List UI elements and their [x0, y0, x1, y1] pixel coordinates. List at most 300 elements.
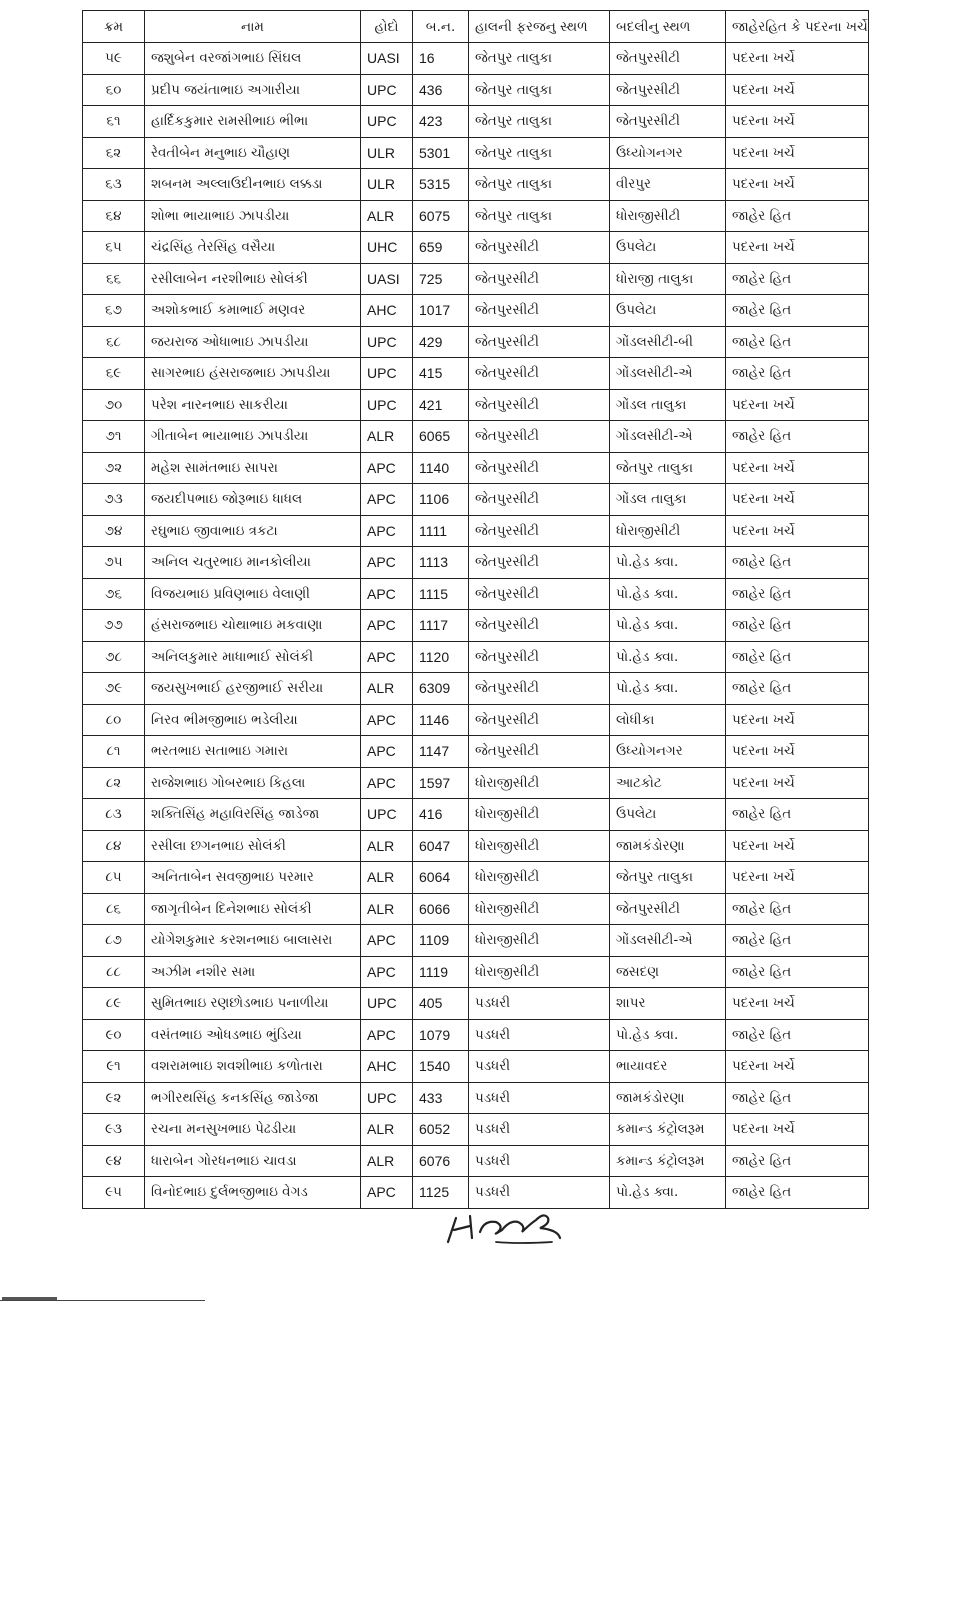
- cell-transfer-type: જાહેર હિત: [726, 1177, 869, 1209]
- cell-current-posting: જેતપુરસીટી: [469, 232, 610, 264]
- cell-serial-no: ૬૬: [83, 263, 145, 295]
- scan-edge-mark: [2, 1297, 57, 1300]
- cell-buckle-no: 1111: [413, 515, 469, 547]
- cell-name: શબનમ અલ્લાઉદીનભાઇ લક્કડા: [145, 169, 361, 201]
- table-row: [83, 326, 869, 358]
- cell-serial-no: ૭૬: [83, 578, 145, 610]
- cell-transfer-posting: વીરપુર: [610, 169, 726, 201]
- cell-serial-no: ૭૮: [83, 641, 145, 673]
- cell-current-posting: પડધરી: [469, 1177, 610, 1209]
- cell-transfer-type: જાહેર હિત: [726, 1082, 869, 1114]
- transfer-list-document: [82, 10, 868, 1209]
- cell-buckle-no: 405: [413, 988, 469, 1020]
- table-row: [83, 74, 869, 106]
- table-row: [83, 799, 869, 831]
- cell-serial-no: ૮૭: [83, 925, 145, 957]
- cell-designation: UPC: [361, 389, 413, 421]
- cell-transfer-posting: જેતપુરસીટી: [610, 74, 726, 106]
- cell-name: સુમિતભાઇ રણછોડભાઇ પનાળીયા: [145, 988, 361, 1020]
- cell-buckle-no: 1146: [413, 704, 469, 736]
- cell-name: રસીલાબેન નરશીભાઇ સોલંકી: [145, 263, 361, 295]
- header-transfer-type: જાહેરહિત કે પદરના ખર્ચે: [726, 11, 869, 43]
- cell-designation: APC: [361, 452, 413, 484]
- cell-transfer-type: પદરના ખર્ચે: [726, 169, 869, 201]
- cell-buckle-no: 1106: [413, 484, 469, 516]
- cell-transfer-posting: જેતપુર તાલુકા: [610, 452, 726, 484]
- cell-current-posting: ધોરાજીસીટી: [469, 893, 610, 925]
- table-row: [83, 43, 869, 75]
- table-row: [83, 862, 869, 894]
- cell-current-posting: જેતપુરસીટી: [469, 326, 610, 358]
- cell-serial-no: ૯૨: [83, 1082, 145, 1114]
- cell-transfer-posting: ઉધ્યોગનગર: [610, 736, 726, 768]
- table-header-row: [83, 11, 869, 43]
- cell-buckle-no: 6075: [413, 200, 469, 232]
- cell-transfer-posting: ઉપલેટા: [610, 232, 726, 264]
- cell-designation: UPC: [361, 106, 413, 138]
- cell-transfer-posting: શાપર: [610, 988, 726, 1020]
- cell-transfer-posting: ગોંડલ તાલુકા: [610, 484, 726, 516]
- cell-buckle-no: 1079: [413, 1019, 469, 1051]
- cell-designation: ULR: [361, 169, 413, 201]
- cell-name: જયસુખભાઈ હરજીભાઈ સરીયા: [145, 673, 361, 705]
- cell-designation: ALR: [361, 893, 413, 925]
- cell-serial-no: ૭૦: [83, 389, 145, 421]
- cell-transfer-posting: પો.હેડ ક્વા.: [610, 641, 726, 673]
- cell-transfer-posting: પો.હેડ ક્વા.: [610, 673, 726, 705]
- cell-buckle-no: 1109: [413, 925, 469, 957]
- cell-buckle-no: 1140: [413, 452, 469, 484]
- cell-transfer-type: પદરના ખર્ચે: [726, 862, 869, 894]
- table-row: [83, 137, 869, 169]
- table-row: [83, 578, 869, 610]
- cell-transfer-posting: જેતપુરસીટી: [610, 43, 726, 75]
- cell-current-posting: જેતપુર તાલુકા: [469, 43, 610, 75]
- cell-current-posting: જેતપુરસીટી: [469, 547, 610, 579]
- cell-buckle-no: 433: [413, 1082, 469, 1114]
- cell-designation: UASI: [361, 263, 413, 295]
- cell-current-posting: જેતપુરસીટી: [469, 673, 610, 705]
- table-row: [83, 767, 869, 799]
- table-row: [83, 295, 869, 327]
- cell-serial-no: ૬૫: [83, 232, 145, 264]
- cell-serial-no: ૬૭: [83, 295, 145, 327]
- cell-designation: UPC: [361, 799, 413, 831]
- table-row: [83, 1082, 869, 1114]
- cell-current-posting: ધોરાજીસીટી: [469, 830, 610, 862]
- cell-designation: UPC: [361, 988, 413, 1020]
- cell-transfer-type: પદરના ખર્ચે: [726, 74, 869, 106]
- cell-designation: ALR: [361, 830, 413, 862]
- cell-buckle-no: 6076: [413, 1145, 469, 1177]
- cell-designation: ALR: [361, 200, 413, 232]
- cell-serial-no: ૬૦: [83, 74, 145, 106]
- cell-buckle-no: 416: [413, 799, 469, 831]
- table-row: [83, 673, 869, 705]
- header-designation: હોદો: [361, 11, 413, 43]
- cell-designation: UPC: [361, 1082, 413, 1114]
- table-row: [83, 358, 869, 390]
- cell-transfer-posting: પો.હેડ ક્વા.: [610, 547, 726, 579]
- cell-transfer-type: પદરના ખર્ચે: [726, 232, 869, 264]
- cell-transfer-posting: પો.હેડ ક્વા.: [610, 578, 726, 610]
- header-serial-no: ક્રમ: [83, 11, 145, 43]
- cell-designation: AHC: [361, 295, 413, 327]
- cell-transfer-posting: ધોરાજીસીટી: [610, 200, 726, 232]
- cell-serial-no: ૮૧: [83, 736, 145, 768]
- table-row: [83, 610, 869, 642]
- table-row: [83, 988, 869, 1020]
- table-row: [83, 421, 869, 453]
- header-name: નામ: [145, 11, 361, 43]
- table-row: [83, 641, 869, 673]
- cell-name: અનિતાબેન સવજીભાઇ પરમાર: [145, 862, 361, 894]
- cell-designation: ALR: [361, 673, 413, 705]
- cell-designation: APC: [361, 1019, 413, 1051]
- cell-serial-no: ૬૮: [83, 326, 145, 358]
- cell-buckle-no: 415: [413, 358, 469, 390]
- cell-transfer-type: જાહેર હિત: [726, 295, 869, 327]
- cell-name: રચના મનસુખભાઇ પેઢડીયા: [145, 1114, 361, 1146]
- cell-transfer-type: પદરના ખર્ચે: [726, 137, 869, 169]
- cell-transfer-type: જાહેર હિત: [726, 925, 869, 957]
- table-row: [83, 1019, 869, 1051]
- cell-current-posting: જેતપુરસીટી: [469, 389, 610, 421]
- header-buckle-no: બ.ન.: [413, 11, 469, 43]
- table-row: [83, 830, 869, 862]
- cell-buckle-no: 6066: [413, 893, 469, 925]
- cell-transfer-type: પદરના ખર્ચે: [726, 1051, 869, 1083]
- cell-transfer-posting: કમાન્ડ કંટ્રોલરૂમ: [610, 1145, 726, 1177]
- cell-serial-no: ૮૮: [83, 956, 145, 988]
- cell-name: વસંતભાઇ ઓધડભાઇ ભુંડિયા: [145, 1019, 361, 1051]
- cell-current-posting: જેતપુરસીટી: [469, 452, 610, 484]
- cell-designation: APC: [361, 547, 413, 579]
- cell-name: શક્તિસિંહ મહાવિરસિંહ જાડેજા: [145, 799, 361, 831]
- cell-serial-no: ૮૦: [83, 704, 145, 736]
- cell-transfer-posting: કમાન્ડ કંટ્રોલરૂમ: [610, 1114, 726, 1146]
- cell-buckle-no: 6065: [413, 421, 469, 453]
- table-row: [83, 547, 869, 579]
- cell-designation: APC: [361, 736, 413, 768]
- cell-designation: ULR: [361, 137, 413, 169]
- cell-serial-no: ૭૧: [83, 421, 145, 453]
- cell-buckle-no: 6309: [413, 673, 469, 705]
- cell-serial-no: ૭૭: [83, 610, 145, 642]
- cell-current-posting: જેતપુરસીટી: [469, 358, 610, 390]
- cell-designation: ALR: [361, 862, 413, 894]
- cell-serial-no: ૯૪: [83, 1145, 145, 1177]
- cell-buckle-no: 5301: [413, 137, 469, 169]
- cell-current-posting: જેતપુરસીટી: [469, 641, 610, 673]
- cell-transfer-posting: જામકંડોરણા: [610, 1082, 726, 1114]
- cell-current-posting: પડધરી: [469, 1145, 610, 1177]
- cell-serial-no: ૮૩: [83, 799, 145, 831]
- cell-name: જાગૃતીબેન દિનેશભાઇ સોલંકી: [145, 893, 361, 925]
- cell-buckle-no: 659: [413, 232, 469, 264]
- cell-transfer-posting: ગોંડલસીટી-એ: [610, 358, 726, 390]
- cell-name: પરેશ નારનભાઇ સાકરીયા: [145, 389, 361, 421]
- cell-designation: APC: [361, 484, 413, 516]
- table-row: [83, 736, 869, 768]
- table-row: [83, 389, 869, 421]
- cell-current-posting: જેતપુરસીટી: [469, 263, 610, 295]
- cell-designation: AHC: [361, 1051, 413, 1083]
- cell-transfer-type: જાહેર હિત: [726, 1145, 869, 1177]
- cell-name: ધારાબેન ગોરધનભાઇ ચાવડા: [145, 1145, 361, 1177]
- cell-current-posting: જેતપુરસીટી: [469, 704, 610, 736]
- cell-buckle-no: 429: [413, 326, 469, 358]
- cell-transfer-type: જાહેર હિત: [726, 1019, 869, 1051]
- cell-buckle-no: 6047: [413, 830, 469, 862]
- cell-name: રાજેશભાઇ ગોબરભાઇ કિહલા: [145, 767, 361, 799]
- cell-name: યોગેશકુમાર કરશનભાઇ બાલાસરા: [145, 925, 361, 957]
- cell-buckle-no: 16: [413, 43, 469, 75]
- cell-transfer-posting: ભાયાવદર: [610, 1051, 726, 1083]
- cell-name: રઘુભાઇ જીવાભાઇ ત્રકટા: [145, 515, 361, 547]
- cell-transfer-posting: પો.હેડ ક્વા.: [610, 1019, 726, 1051]
- cell-buckle-no: 6052: [413, 1114, 469, 1146]
- cell-transfer-type: જાહેર હિત: [726, 610, 869, 642]
- cell-buckle-no: 1540: [413, 1051, 469, 1083]
- cell-transfer-type: પદરના ખર્ચે: [726, 1114, 869, 1146]
- cell-transfer-type: જાહેર હિત: [726, 421, 869, 453]
- cell-buckle-no: 1119: [413, 956, 469, 988]
- header-current-posting: હાલની ફરજનુ સ્થળ: [469, 11, 610, 43]
- table-row: [83, 893, 869, 925]
- cell-current-posting: જેતપુરસીટી: [469, 578, 610, 610]
- table-row: [83, 484, 869, 516]
- cell-transfer-type: પદરના ખર્ચે: [726, 767, 869, 799]
- cell-buckle-no: 1115: [413, 578, 469, 610]
- cell-name: સાગરભાઇ હંસરાજભાઇ ઝાપડીયા: [145, 358, 361, 390]
- table-row: [83, 1114, 869, 1146]
- cell-serial-no: ૭૨: [83, 452, 145, 484]
- cell-transfer-type: જાહેર હિત: [726, 956, 869, 988]
- cell-current-posting: પડધરી: [469, 1051, 610, 1083]
- cell-transfer-posting: ગોંડલસીટી-બી: [610, 326, 726, 358]
- cell-buckle-no: 1117: [413, 610, 469, 642]
- cell-designation: APC: [361, 704, 413, 736]
- cell-current-posting: જેતપુર તાલુકા: [469, 106, 610, 138]
- cell-transfer-posting: ગોંડલ તાલુકા: [610, 389, 726, 421]
- cell-transfer-type: જાહેર હિત: [726, 893, 869, 925]
- cell-transfer-type: પદરના ખર્ચે: [726, 988, 869, 1020]
- cell-transfer-type: જાહેર હિત: [726, 358, 869, 390]
- cell-transfer-posting: પો.હેડ ક્વા.: [610, 610, 726, 642]
- cell-serial-no: ૯૩: [83, 1114, 145, 1146]
- cell-current-posting: જેતપુર તાલુકા: [469, 169, 610, 201]
- cell-current-posting: પડધરી: [469, 1019, 610, 1051]
- table-row: [83, 925, 869, 957]
- header-transfer-posting: બદલીનુ સ્થળ: [610, 11, 726, 43]
- cell-serial-no: ૯૦: [83, 1019, 145, 1051]
- cell-current-posting: પડધરી: [469, 988, 610, 1020]
- cell-buckle-no: 1120: [413, 641, 469, 673]
- cell-transfer-posting: આટકોટ: [610, 767, 726, 799]
- cell-transfer-type: પદરના ખર્ચે: [726, 830, 869, 862]
- cell-serial-no: ૭૫: [83, 547, 145, 579]
- cell-designation: ALR: [361, 421, 413, 453]
- cell-name: ભગીરથસિંહ કનકસિંહ જાડેજા: [145, 1082, 361, 1114]
- transfer-table: [82, 10, 869, 1209]
- cell-transfer-posting: જેતપુરસીટી: [610, 106, 726, 138]
- cell-current-posting: જેતપુર તાલુકા: [469, 74, 610, 106]
- cell-serial-no: ૭૯: [83, 673, 145, 705]
- cell-name: અનિલ ચતુરભાઇ માનકોલીયા: [145, 547, 361, 579]
- cell-transfer-type: પદરના ખર્ચે: [726, 704, 869, 736]
- cell-designation: APC: [361, 610, 413, 642]
- cell-buckle-no: 1147: [413, 736, 469, 768]
- table-row: [83, 1051, 869, 1083]
- cell-designation: APC: [361, 641, 413, 673]
- cell-designation: UPC: [361, 74, 413, 106]
- cell-transfer-posting: ઉપલેટા: [610, 799, 726, 831]
- cell-serial-no: ૮૪: [83, 830, 145, 862]
- cell-serial-no: ૮૨: [83, 767, 145, 799]
- table-row: [83, 515, 869, 547]
- cell-transfer-posting: ધોરાજી તાલુકા: [610, 263, 726, 295]
- table-row: [83, 452, 869, 484]
- cell-serial-no: ૬૨: [83, 137, 145, 169]
- cell-transfer-type: પદરના ખર્ચે: [726, 106, 869, 138]
- cell-current-posting: પડધરી: [469, 1082, 610, 1114]
- cell-buckle-no: 725: [413, 263, 469, 295]
- cell-name: ગીતાબેન ભાયાભાઇ ઝાપડીયા: [145, 421, 361, 453]
- table-row: [83, 956, 869, 988]
- cell-transfer-type: જાહેર હિત: [726, 673, 869, 705]
- cell-name: ભરતભાઇ સતાભાઇ ગમારા: [145, 736, 361, 768]
- cell-serial-no: ૬૧: [83, 106, 145, 138]
- cell-transfer-type: જાહેર હિત: [726, 547, 869, 579]
- cell-serial-no: ૬૯: [83, 358, 145, 390]
- cell-designation: APC: [361, 956, 413, 988]
- cell-serial-no: ૯૫: [83, 1177, 145, 1209]
- cell-transfer-posting: ધોરાજીસીટી: [610, 515, 726, 547]
- signature-image: [440, 1198, 570, 1248]
- cell-transfer-posting: ગોંડલસીટી-એ: [610, 925, 726, 957]
- cell-current-posting: ધોરાજીસીટી: [469, 767, 610, 799]
- cell-name: મહેશ સામંતભાઇ સાપરા: [145, 452, 361, 484]
- cell-name: વશરામભાઇ શવશીભાઇ કળોતારા: [145, 1051, 361, 1083]
- cell-transfer-type: પદરના ખર્ચે: [726, 484, 869, 516]
- cell-name: જશુબેન વરજાંગભાઇ સિંઘલ: [145, 43, 361, 75]
- cell-transfer-type: જાહેર હિત: [726, 578, 869, 610]
- cell-serial-no: ૮૯: [83, 988, 145, 1020]
- cell-designation: APC: [361, 925, 413, 957]
- cell-buckle-no: 1597: [413, 767, 469, 799]
- cell-transfer-posting: લોધીકા: [610, 704, 726, 736]
- cell-current-posting: ધોરાજીસીટી: [469, 925, 610, 957]
- cell-name: પ્રદીપ જયંતાભાઇ અગારીયા: [145, 74, 361, 106]
- cell-current-posting: જેતપુરસીટી: [469, 610, 610, 642]
- cell-designation: UPC: [361, 358, 413, 390]
- cell-transfer-type: જાહેર હિત: [726, 799, 869, 831]
- cell-transfer-posting: પો.હેડ ક્વા.: [610, 1177, 726, 1209]
- cell-transfer-posting: ગોંડલસીટી-એ: [610, 421, 726, 453]
- table-row: [83, 704, 869, 736]
- cell-current-posting: જેતપુરસીટી: [469, 295, 610, 327]
- cell-serial-no: ૫૯: [83, 43, 145, 75]
- cell-designation: APC: [361, 767, 413, 799]
- cell-name: અઝીમ નશીર સમા: [145, 956, 361, 988]
- cell-name: વિનોદભાઇ દુર્લભજીભાઇ વેગડ: [145, 1177, 361, 1209]
- cell-serial-no: ૭૩: [83, 484, 145, 516]
- cell-serial-no: ૬૩: [83, 169, 145, 201]
- cell-current-posting: જેતપુર તાલુકા: [469, 200, 610, 232]
- cell-name: જયદીપભાઇ જોરૂભાઇ ધાધલ: [145, 484, 361, 516]
- table-row: [83, 263, 869, 295]
- cell-name: રસીલા છગનભાઇ સોલંકી: [145, 830, 361, 862]
- cell-current-posting: જેતપુરસીટી: [469, 736, 610, 768]
- cell-current-posting: ધોરાજીસીટી: [469, 862, 610, 894]
- cell-serial-no: ૯૧: [83, 1051, 145, 1083]
- cell-buckle-no: 421: [413, 389, 469, 421]
- cell-name: અનિલકુમાર માધાભાઈ સોલંકી: [145, 641, 361, 673]
- cell-transfer-type: જાહેર હિત: [726, 200, 869, 232]
- cell-transfer-type: પદરના ખર્ચે: [726, 736, 869, 768]
- cell-transfer-type: પદરના ખર્ચે: [726, 43, 869, 75]
- cell-transfer-type: જાહેર હિત: [726, 326, 869, 358]
- cell-buckle-no: 5315: [413, 169, 469, 201]
- cell-name: અશોકભાઈ કમાભાઈ મણવર: [145, 295, 361, 327]
- cell-current-posting: જેતપુરસીટી: [469, 515, 610, 547]
- cell-current-posting: જેતપુર તાલુકા: [469, 137, 610, 169]
- cell-buckle-no: 6064: [413, 862, 469, 894]
- cell-designation: APC: [361, 515, 413, 547]
- cell-buckle-no: 436: [413, 74, 469, 106]
- cell-serial-no: ૮૬: [83, 893, 145, 925]
- cell-buckle-no: 1125: [413, 1177, 469, 1209]
- cell-transfer-type: પદરના ખર્ચે: [726, 389, 869, 421]
- cell-name: શોભા ભાયાભાઇ ઝાપડીયા: [145, 200, 361, 232]
- table-row: [83, 169, 869, 201]
- cell-designation: UHC: [361, 232, 413, 264]
- table-row: [83, 232, 869, 264]
- cell-buckle-no: 1113: [413, 547, 469, 579]
- cell-current-posting: ધોરાજીસીટી: [469, 956, 610, 988]
- cell-transfer-posting: ઉપલેટા: [610, 295, 726, 327]
- cell-transfer-posting: જેતપુર તાલુકા: [610, 862, 726, 894]
- cell-current-posting: પડધરી: [469, 1114, 610, 1146]
- cell-name: જયરાજ ઓધાભાઇ ઝાપડીયા: [145, 326, 361, 358]
- scan-edge-rule: [0, 1300, 205, 1301]
- cell-transfer-posting: જામકંડોરણા: [610, 830, 726, 862]
- cell-buckle-no: 1017: [413, 295, 469, 327]
- cell-name: હાર્દિકકુમાર રામસીભાઇ ભીભા: [145, 106, 361, 138]
- cell-designation: UASI: [361, 43, 413, 75]
- cell-designation: ALR: [361, 1114, 413, 1146]
- cell-designation: UPC: [361, 326, 413, 358]
- cell-name: વિજયભાઇ પ્રવિણભાઇ વેલાણી: [145, 578, 361, 610]
- cell-buckle-no: 423: [413, 106, 469, 138]
- cell-transfer-type: પદરના ખર્ચે: [726, 452, 869, 484]
- cell-serial-no: ૭૪: [83, 515, 145, 547]
- cell-serial-no: ૬૪: [83, 200, 145, 232]
- cell-designation: ALR: [361, 1145, 413, 1177]
- cell-serial-no: ૮૫: [83, 862, 145, 894]
- table-row: [83, 106, 869, 138]
- cell-current-posting: ધોરાજીસીટી: [469, 799, 610, 831]
- cell-transfer-type: જાહેર હિત: [726, 263, 869, 295]
- table-row: [83, 200, 869, 232]
- table-row: [83, 1145, 869, 1177]
- cell-designation: APC: [361, 578, 413, 610]
- cell-current-posting: જેતપુરસીટી: [469, 421, 610, 453]
- cell-transfer-posting: જસદણ: [610, 956, 726, 988]
- cell-name: નિરવ ભીમજીભાઇ ભડેલીયા: [145, 704, 361, 736]
- cell-current-posting: જેતપુરસીટી: [469, 484, 610, 516]
